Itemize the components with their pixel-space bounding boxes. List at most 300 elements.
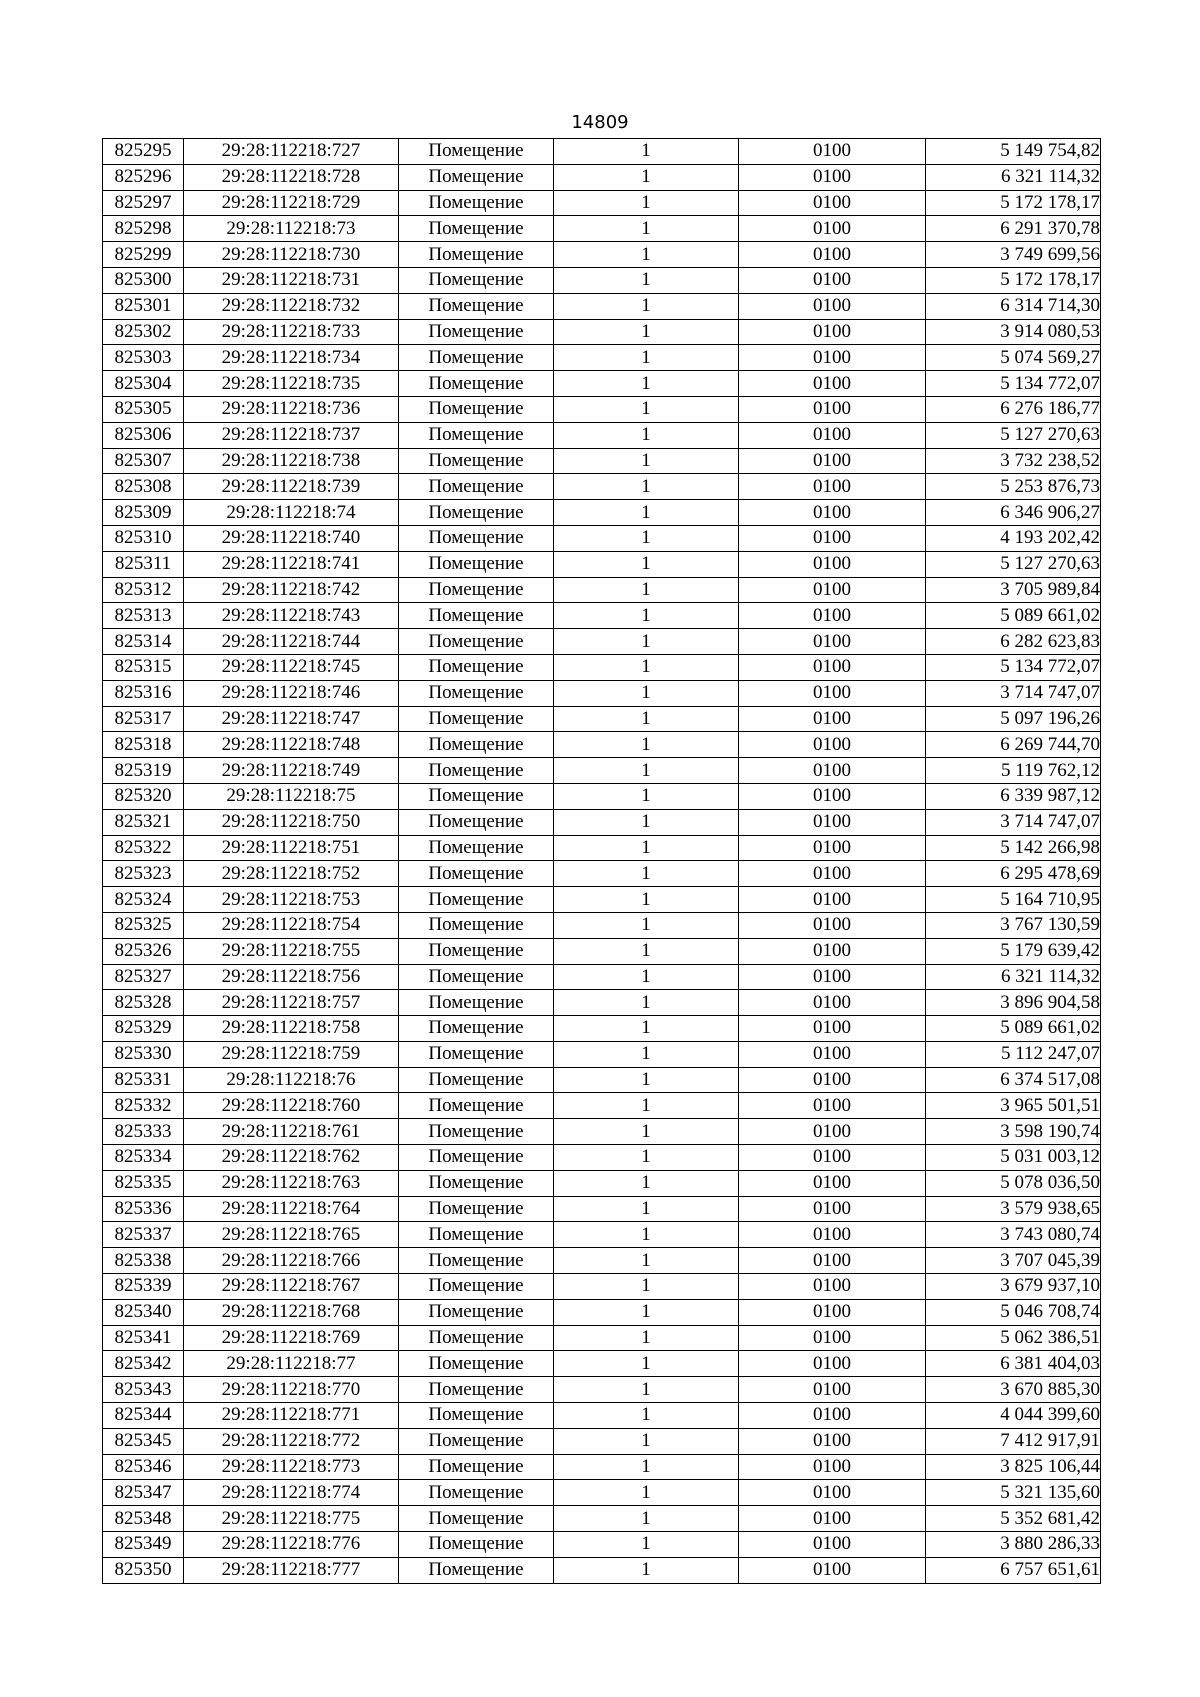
code-cell: 0100 (739, 654, 926, 680)
row-number-cell: 825317 (103, 706, 184, 732)
table-row (103, 887, 1101, 913)
table-row (103, 1067, 1101, 1093)
registry-table-body (103, 139, 1101, 1584)
table-row (103, 1532, 1101, 1558)
row-number-cell: 825349 (103, 1532, 184, 1558)
row-number-cell: 825341 (103, 1325, 184, 1351)
cadastral-value-cell: 5 179 639,42 (926, 938, 1101, 964)
table-row (103, 164, 1101, 190)
cadastral-number-cell: 29:28:112218:768 (184, 1299, 399, 1325)
code-cell: 0100 (739, 1016, 926, 1042)
cadastral-value-cell: 5 321 135,60 (926, 1480, 1101, 1506)
code-cell: 0100 (739, 1377, 926, 1403)
object-type-cell: Помещение (399, 345, 554, 371)
object-type-cell: Помещение (399, 1222, 554, 1248)
quantity-cell: 1 (554, 1093, 739, 1119)
object-type-cell: Помещение (399, 1325, 554, 1351)
cadastral-number-cell: 29:28:112218:767 (184, 1274, 399, 1300)
quantity-cell: 1 (554, 1041, 739, 1067)
code-cell: 0100 (739, 809, 926, 835)
cadastral-value-cell: 5 062 386,51 (926, 1325, 1101, 1351)
code-cell: 0100 (739, 783, 926, 809)
table-row (103, 1222, 1101, 1248)
cadastral-number-cell: 29:28:112218:727 (184, 139, 399, 165)
row-number-cell: 825306 (103, 422, 184, 448)
cadastral-number-cell: 29:28:112218:754 (184, 912, 399, 938)
quantity-cell: 1 (554, 1067, 739, 1093)
object-type-cell: Помещение (399, 500, 554, 526)
cadastral-number-cell: 29:28:112218:777 (184, 1557, 399, 1583)
cadastral-value-cell: 4 193 202,42 (926, 525, 1101, 551)
quantity-cell: 1 (554, 500, 739, 526)
cadastral-value-cell: 6 321 114,32 (926, 964, 1101, 990)
code-cell: 0100 (739, 1325, 926, 1351)
cadastral-value-cell: 3 679 937,10 (926, 1274, 1101, 1300)
quantity-cell: 1 (554, 474, 739, 500)
quantity-cell: 1 (554, 629, 739, 655)
cadastral-value-cell: 3 705 989,84 (926, 577, 1101, 603)
object-type-cell: Помещение (399, 139, 554, 165)
quantity-cell: 1 (554, 396, 739, 422)
table-row (103, 1170, 1101, 1196)
row-number-cell: 825302 (103, 319, 184, 345)
row-number-cell: 825327 (103, 964, 184, 990)
cadastral-number-cell: 29:28:112218:756 (184, 964, 399, 990)
quantity-cell: 1 (554, 938, 739, 964)
cadastral-number-cell: 29:28:112218:744 (184, 629, 399, 655)
cadastral-value-cell: 5 119 762,12 (926, 758, 1101, 784)
cadastral-number-cell: 29:28:112218:758 (184, 1016, 399, 1042)
code-cell: 0100 (739, 1196, 926, 1222)
quantity-cell: 1 (554, 1016, 739, 1042)
row-number-cell: 825312 (103, 577, 184, 603)
code-cell: 0100 (739, 1506, 926, 1532)
row-number-cell: 825303 (103, 345, 184, 371)
object-type-cell: Помещение (399, 1532, 554, 1558)
cadastral-number-cell: 29:28:112218:765 (184, 1222, 399, 1248)
cadastral-value-cell: 5 112 247,07 (926, 1041, 1101, 1067)
code-cell: 0100 (739, 242, 926, 268)
row-number-cell: 825343 (103, 1377, 184, 1403)
cadastral-number-cell: 29:28:112218:752 (184, 861, 399, 887)
cadastral-value-cell: 5 097 196,26 (926, 706, 1101, 732)
object-type-cell: Помещение (399, 629, 554, 655)
quantity-cell: 1 (554, 1274, 739, 1300)
table-row (103, 319, 1101, 345)
cadastral-value-cell: 3 880 286,33 (926, 1532, 1101, 1558)
cadastral-value-cell: 5 253 876,73 (926, 474, 1101, 500)
cadastral-value-cell: 6 346 906,27 (926, 500, 1101, 526)
row-number-cell: 825295 (103, 139, 184, 165)
row-number-cell: 825344 (103, 1403, 184, 1429)
object-type-cell: Помещение (399, 1299, 554, 1325)
quantity-cell: 1 (554, 293, 739, 319)
table-row (103, 1377, 1101, 1403)
code-cell: 0100 (739, 164, 926, 190)
row-number-cell: 825328 (103, 990, 184, 1016)
row-number-cell: 825342 (103, 1351, 184, 1377)
row-number-cell: 825307 (103, 448, 184, 474)
object-type-cell: Помещение (399, 732, 554, 758)
code-cell: 0100 (739, 319, 926, 345)
code-cell: 0100 (739, 861, 926, 887)
row-number-cell: 825345 (103, 1428, 184, 1454)
cadastral-value-cell: 3 914 080,53 (926, 319, 1101, 345)
table-row (103, 577, 1101, 603)
code-cell: 0100 (739, 1274, 926, 1300)
cadastral-number-cell: 29:28:112218:740 (184, 525, 399, 551)
row-number-cell: 825314 (103, 629, 184, 655)
cadastral-value-cell: 5 149 754,82 (926, 139, 1101, 165)
code-cell: 0100 (739, 1248, 926, 1274)
cadastral-number-cell: 29:28:112218:755 (184, 938, 399, 964)
cadastral-number-cell: 29:28:112218:760 (184, 1093, 399, 1119)
cadastral-number-cell: 29:28:112218:742 (184, 577, 399, 603)
quantity-cell: 1 (554, 577, 739, 603)
cadastral-value-cell: 6 282 623,83 (926, 629, 1101, 655)
table-row (103, 964, 1101, 990)
row-number-cell: 825301 (103, 293, 184, 319)
cadastral-value-cell: 3 598 190,74 (926, 1119, 1101, 1145)
quantity-cell: 1 (554, 319, 739, 345)
cadastral-value-cell: 5 134 772,07 (926, 371, 1101, 397)
object-type-cell: Помещение (399, 912, 554, 938)
table-row (103, 1428, 1101, 1454)
row-number-cell: 825315 (103, 654, 184, 680)
row-number-cell: 825319 (103, 758, 184, 784)
object-type-cell: Помещение (399, 551, 554, 577)
cadastral-number-cell: 29:28:112218:747 (184, 706, 399, 732)
row-number-cell: 825347 (103, 1480, 184, 1506)
cadastral-number-cell: 29:28:112218:739 (184, 474, 399, 500)
table-row (103, 912, 1101, 938)
quantity-cell: 1 (554, 345, 739, 371)
table-row (103, 603, 1101, 629)
table-row (103, 216, 1101, 242)
table-row (103, 706, 1101, 732)
cadastral-number-cell: 29:28:112218:751 (184, 835, 399, 861)
table-row (103, 139, 1101, 165)
object-type-cell: Помещение (399, 603, 554, 629)
cadastral-number-cell: 29:28:112218:761 (184, 1119, 399, 1145)
row-number-cell: 825321 (103, 809, 184, 835)
object-type-cell: Помещение (399, 1274, 554, 1300)
object-type-cell: Помещение (399, 448, 554, 474)
object-type-cell: Помещение (399, 242, 554, 268)
cadastral-number-cell: 29:28:112218:748 (184, 732, 399, 758)
row-number-cell: 825334 (103, 1145, 184, 1171)
object-type-cell: Помещение (399, 396, 554, 422)
code-cell: 0100 (739, 938, 926, 964)
cadastral-number-cell: 29:28:112218:771 (184, 1403, 399, 1429)
quantity-cell: 1 (554, 706, 739, 732)
code-cell: 0100 (739, 1351, 926, 1377)
code-cell: 0100 (739, 216, 926, 242)
code-cell: 0100 (739, 1299, 926, 1325)
row-number-cell: 825322 (103, 835, 184, 861)
row-number-cell: 825346 (103, 1454, 184, 1480)
object-type-cell: Помещение (399, 1248, 554, 1274)
code-cell: 0100 (739, 1093, 926, 1119)
cadastral-value-cell: 5 142 266,98 (926, 835, 1101, 861)
cadastral-value-cell: 7 412 917,91 (926, 1428, 1101, 1454)
code-cell: 0100 (739, 629, 926, 655)
object-type-cell: Помещение (399, 1351, 554, 1377)
object-type-cell: Помещение (399, 1480, 554, 1506)
table-row (103, 1325, 1101, 1351)
cadastral-value-cell: 5 089 661,02 (926, 1016, 1101, 1042)
cadastral-value-cell: 4 044 399,60 (926, 1403, 1101, 1429)
row-number-cell: 825298 (103, 216, 184, 242)
quantity-cell: 1 (554, 242, 739, 268)
table-row (103, 654, 1101, 680)
cadastral-number-cell: 29:28:112218:772 (184, 1428, 399, 1454)
cadastral-value-cell: 5 046 708,74 (926, 1299, 1101, 1325)
cadastral-value-cell: 3 579 938,65 (926, 1196, 1101, 1222)
cadastral-value-cell: 6 374 517,08 (926, 1067, 1101, 1093)
cadastral-value-cell: 3 714 747,07 (926, 680, 1101, 706)
object-type-cell: Помещение (399, 1067, 554, 1093)
object-type-cell: Помещение (399, 758, 554, 784)
object-type-cell: Помещение (399, 319, 554, 345)
cadastral-number-cell: 29:28:112218:734 (184, 345, 399, 371)
code-cell: 0100 (739, 1557, 926, 1583)
row-number-cell: 825335 (103, 1170, 184, 1196)
row-number-cell: 825339 (103, 1274, 184, 1300)
quantity-cell: 1 (554, 758, 739, 784)
object-type-cell: Помещение (399, 783, 554, 809)
table-row (103, 990, 1101, 1016)
object-type-cell: Помещение (399, 1170, 554, 1196)
object-type-cell: Помещение (399, 1145, 554, 1171)
code-cell: 0100 (739, 1480, 926, 1506)
table-row (103, 1248, 1101, 1274)
cadastral-value-cell: 5 031 003,12 (926, 1145, 1101, 1171)
row-number-cell: 825311 (103, 551, 184, 577)
row-number-cell: 825305 (103, 396, 184, 422)
quantity-cell: 1 (554, 835, 739, 861)
quantity-cell: 1 (554, 448, 739, 474)
quantity-cell: 1 (554, 1506, 739, 1532)
quantity-cell: 1 (554, 912, 739, 938)
row-number-cell: 825332 (103, 1093, 184, 1119)
row-number-cell: 825323 (103, 861, 184, 887)
table-row (103, 1299, 1101, 1325)
object-type-cell: Помещение (399, 835, 554, 861)
quantity-cell: 1 (554, 1557, 739, 1583)
quantity-cell: 1 (554, 887, 739, 913)
quantity-cell: 1 (554, 190, 739, 216)
object-type-cell: Помещение (399, 1196, 554, 1222)
quantity-cell: 1 (554, 216, 739, 242)
table-row (103, 396, 1101, 422)
code-cell: 0100 (739, 1119, 926, 1145)
row-number-cell: 825296 (103, 164, 184, 190)
code-cell: 0100 (739, 371, 926, 397)
row-number-cell: 825299 (103, 242, 184, 268)
table-row (103, 861, 1101, 887)
cadastral-value-cell: 5 074 569,27 (926, 345, 1101, 371)
cadastral-value-cell: 3 896 904,58 (926, 990, 1101, 1016)
quantity-cell: 1 (554, 783, 739, 809)
code-cell: 0100 (739, 1403, 926, 1429)
cadastral-value-cell: 5 078 036,50 (926, 1170, 1101, 1196)
table-row (103, 371, 1101, 397)
table-row (103, 1016, 1101, 1042)
code-cell: 0100 (739, 603, 926, 629)
cadastral-number-cell: 29:28:112218:746 (184, 680, 399, 706)
table-row (103, 1274, 1101, 1300)
table-row (103, 525, 1101, 551)
row-number-cell: 825297 (103, 190, 184, 216)
cadastral-value-cell: 5 172 178,17 (926, 190, 1101, 216)
quantity-cell: 1 (554, 164, 739, 190)
object-type-cell: Помещение (399, 887, 554, 913)
cadastral-number-cell: 29:28:112218:775 (184, 1506, 399, 1532)
table-row (103, 835, 1101, 861)
row-number-cell: 825338 (103, 1248, 184, 1274)
table-row (103, 293, 1101, 319)
row-number-cell: 825337 (103, 1222, 184, 1248)
row-number-cell: 825316 (103, 680, 184, 706)
table-row (103, 1454, 1101, 1480)
code-cell: 0100 (739, 551, 926, 577)
table-row (103, 1506, 1101, 1532)
quantity-cell: 1 (554, 551, 739, 577)
cadastral-number-cell: 29:28:112218:770 (184, 1377, 399, 1403)
code-cell: 0100 (739, 964, 926, 990)
object-type-cell: Помещение (399, 1403, 554, 1429)
table-row (103, 345, 1101, 371)
code-cell: 0100 (739, 835, 926, 861)
cadastral-number-cell: 29:28:112218:753 (184, 887, 399, 913)
quantity-cell: 1 (554, 1222, 739, 1248)
table-row (103, 551, 1101, 577)
quantity-cell: 1 (554, 964, 739, 990)
code-cell: 0100 (739, 1428, 926, 1454)
row-number-cell: 825324 (103, 887, 184, 913)
table-row (103, 1041, 1101, 1067)
quantity-cell: 1 (554, 1351, 739, 1377)
object-type-cell: Помещение (399, 654, 554, 680)
cadastral-value-cell: 5 164 710,95 (926, 887, 1101, 913)
object-type-cell: Помещение (399, 990, 554, 1016)
object-type-cell: Помещение (399, 938, 554, 964)
code-cell: 0100 (739, 1041, 926, 1067)
cadastral-value-cell: 3 670 885,30 (926, 1377, 1101, 1403)
cadastral-number-cell: 29:28:112218:741 (184, 551, 399, 577)
cadastral-number-cell: 29:28:112218:77 (184, 1351, 399, 1377)
table-row (103, 1557, 1101, 1583)
cadastral-number-cell: 29:28:112218:766 (184, 1248, 399, 1274)
cadastral-number-cell: 29:28:112218:730 (184, 242, 399, 268)
cadastral-number-cell: 29:28:112218:735 (184, 371, 399, 397)
code-cell: 0100 (739, 990, 926, 1016)
code-cell: 0100 (739, 758, 926, 784)
cadastral-value-cell: 6 321 114,32 (926, 164, 1101, 190)
quantity-cell: 1 (554, 1299, 739, 1325)
code-cell: 0100 (739, 887, 926, 913)
quantity-cell: 1 (554, 1119, 739, 1145)
quantity-cell: 1 (554, 603, 739, 629)
cadastral-number-cell: 29:28:112218:75 (184, 783, 399, 809)
table-row (103, 758, 1101, 784)
cadastral-value-cell: 3 732 238,52 (926, 448, 1101, 474)
cadastral-value-cell: 5 172 178,17 (926, 267, 1101, 293)
quantity-cell: 1 (554, 1428, 739, 1454)
code-cell: 0100 (739, 680, 926, 706)
object-type-cell: Помещение (399, 1377, 554, 1403)
code-cell: 0100 (739, 422, 926, 448)
cadastral-value-cell: 6 314 714,30 (926, 293, 1101, 319)
table-row (103, 1196, 1101, 1222)
object-type-cell: Помещение (399, 422, 554, 448)
cadastral-value-cell: 3 714 747,07 (926, 809, 1101, 835)
cadastral-value-cell: 6 295 478,69 (926, 861, 1101, 887)
row-number-cell: 825333 (103, 1119, 184, 1145)
cadastral-number-cell: 29:28:112218:750 (184, 809, 399, 835)
row-number-cell: 825326 (103, 938, 184, 964)
table-row (103, 680, 1101, 706)
code-cell: 0100 (739, 1067, 926, 1093)
page-number: 14809 (571, 112, 629, 133)
table-row (103, 1119, 1101, 1145)
table-row (103, 629, 1101, 655)
row-number-cell: 825300 (103, 267, 184, 293)
object-type-cell: Помещение (399, 1041, 554, 1067)
object-type-cell: Помещение (399, 809, 554, 835)
quantity-cell: 1 (554, 1377, 739, 1403)
cadastral-number-cell: 29:28:112218:743 (184, 603, 399, 629)
cadastral-number-cell: 29:28:112218:731 (184, 267, 399, 293)
object-type-cell: Помещение (399, 1119, 554, 1145)
code-cell: 0100 (739, 1145, 926, 1171)
quantity-cell: 1 (554, 139, 739, 165)
object-type-cell: Помещение (399, 1016, 554, 1042)
row-number-cell: 825313 (103, 603, 184, 629)
quantity-cell: 1 (554, 1196, 739, 1222)
row-number-cell: 825309 (103, 500, 184, 526)
object-type-cell: Помещение (399, 190, 554, 216)
cadastral-number-cell: 29:28:112218:732 (184, 293, 399, 319)
code-cell: 0100 (739, 500, 926, 526)
object-type-cell: Помещение (399, 680, 554, 706)
cadastral-number-cell: 29:28:112218:738 (184, 448, 399, 474)
cadastral-value-cell: 5 127 270,63 (926, 422, 1101, 448)
object-type-cell: Помещение (399, 525, 554, 551)
row-number-cell: 825318 (103, 732, 184, 758)
quantity-cell: 1 (554, 680, 739, 706)
quantity-cell: 1 (554, 1325, 739, 1351)
table-row (103, 1480, 1101, 1506)
table-row (103, 448, 1101, 474)
cadastral-number-cell: 29:28:112218:76 (184, 1067, 399, 1093)
table-row (103, 474, 1101, 500)
cadastral-value-cell: 6 339 987,12 (926, 783, 1101, 809)
row-number-cell: 825350 (103, 1557, 184, 1583)
table-row (103, 732, 1101, 758)
quantity-cell: 1 (554, 422, 739, 448)
cadastral-value-cell: 6 276 186,77 (926, 396, 1101, 422)
code-cell: 0100 (739, 293, 926, 319)
cadastral-value-cell: 3 825 106,44 (926, 1454, 1101, 1480)
object-type-cell: Помещение (399, 371, 554, 397)
object-type-cell: Помещение (399, 706, 554, 732)
table-row (103, 1403, 1101, 1429)
code-cell: 0100 (739, 706, 926, 732)
table-row (103, 242, 1101, 268)
cadastral-value-cell: 6 291 370,78 (926, 216, 1101, 242)
